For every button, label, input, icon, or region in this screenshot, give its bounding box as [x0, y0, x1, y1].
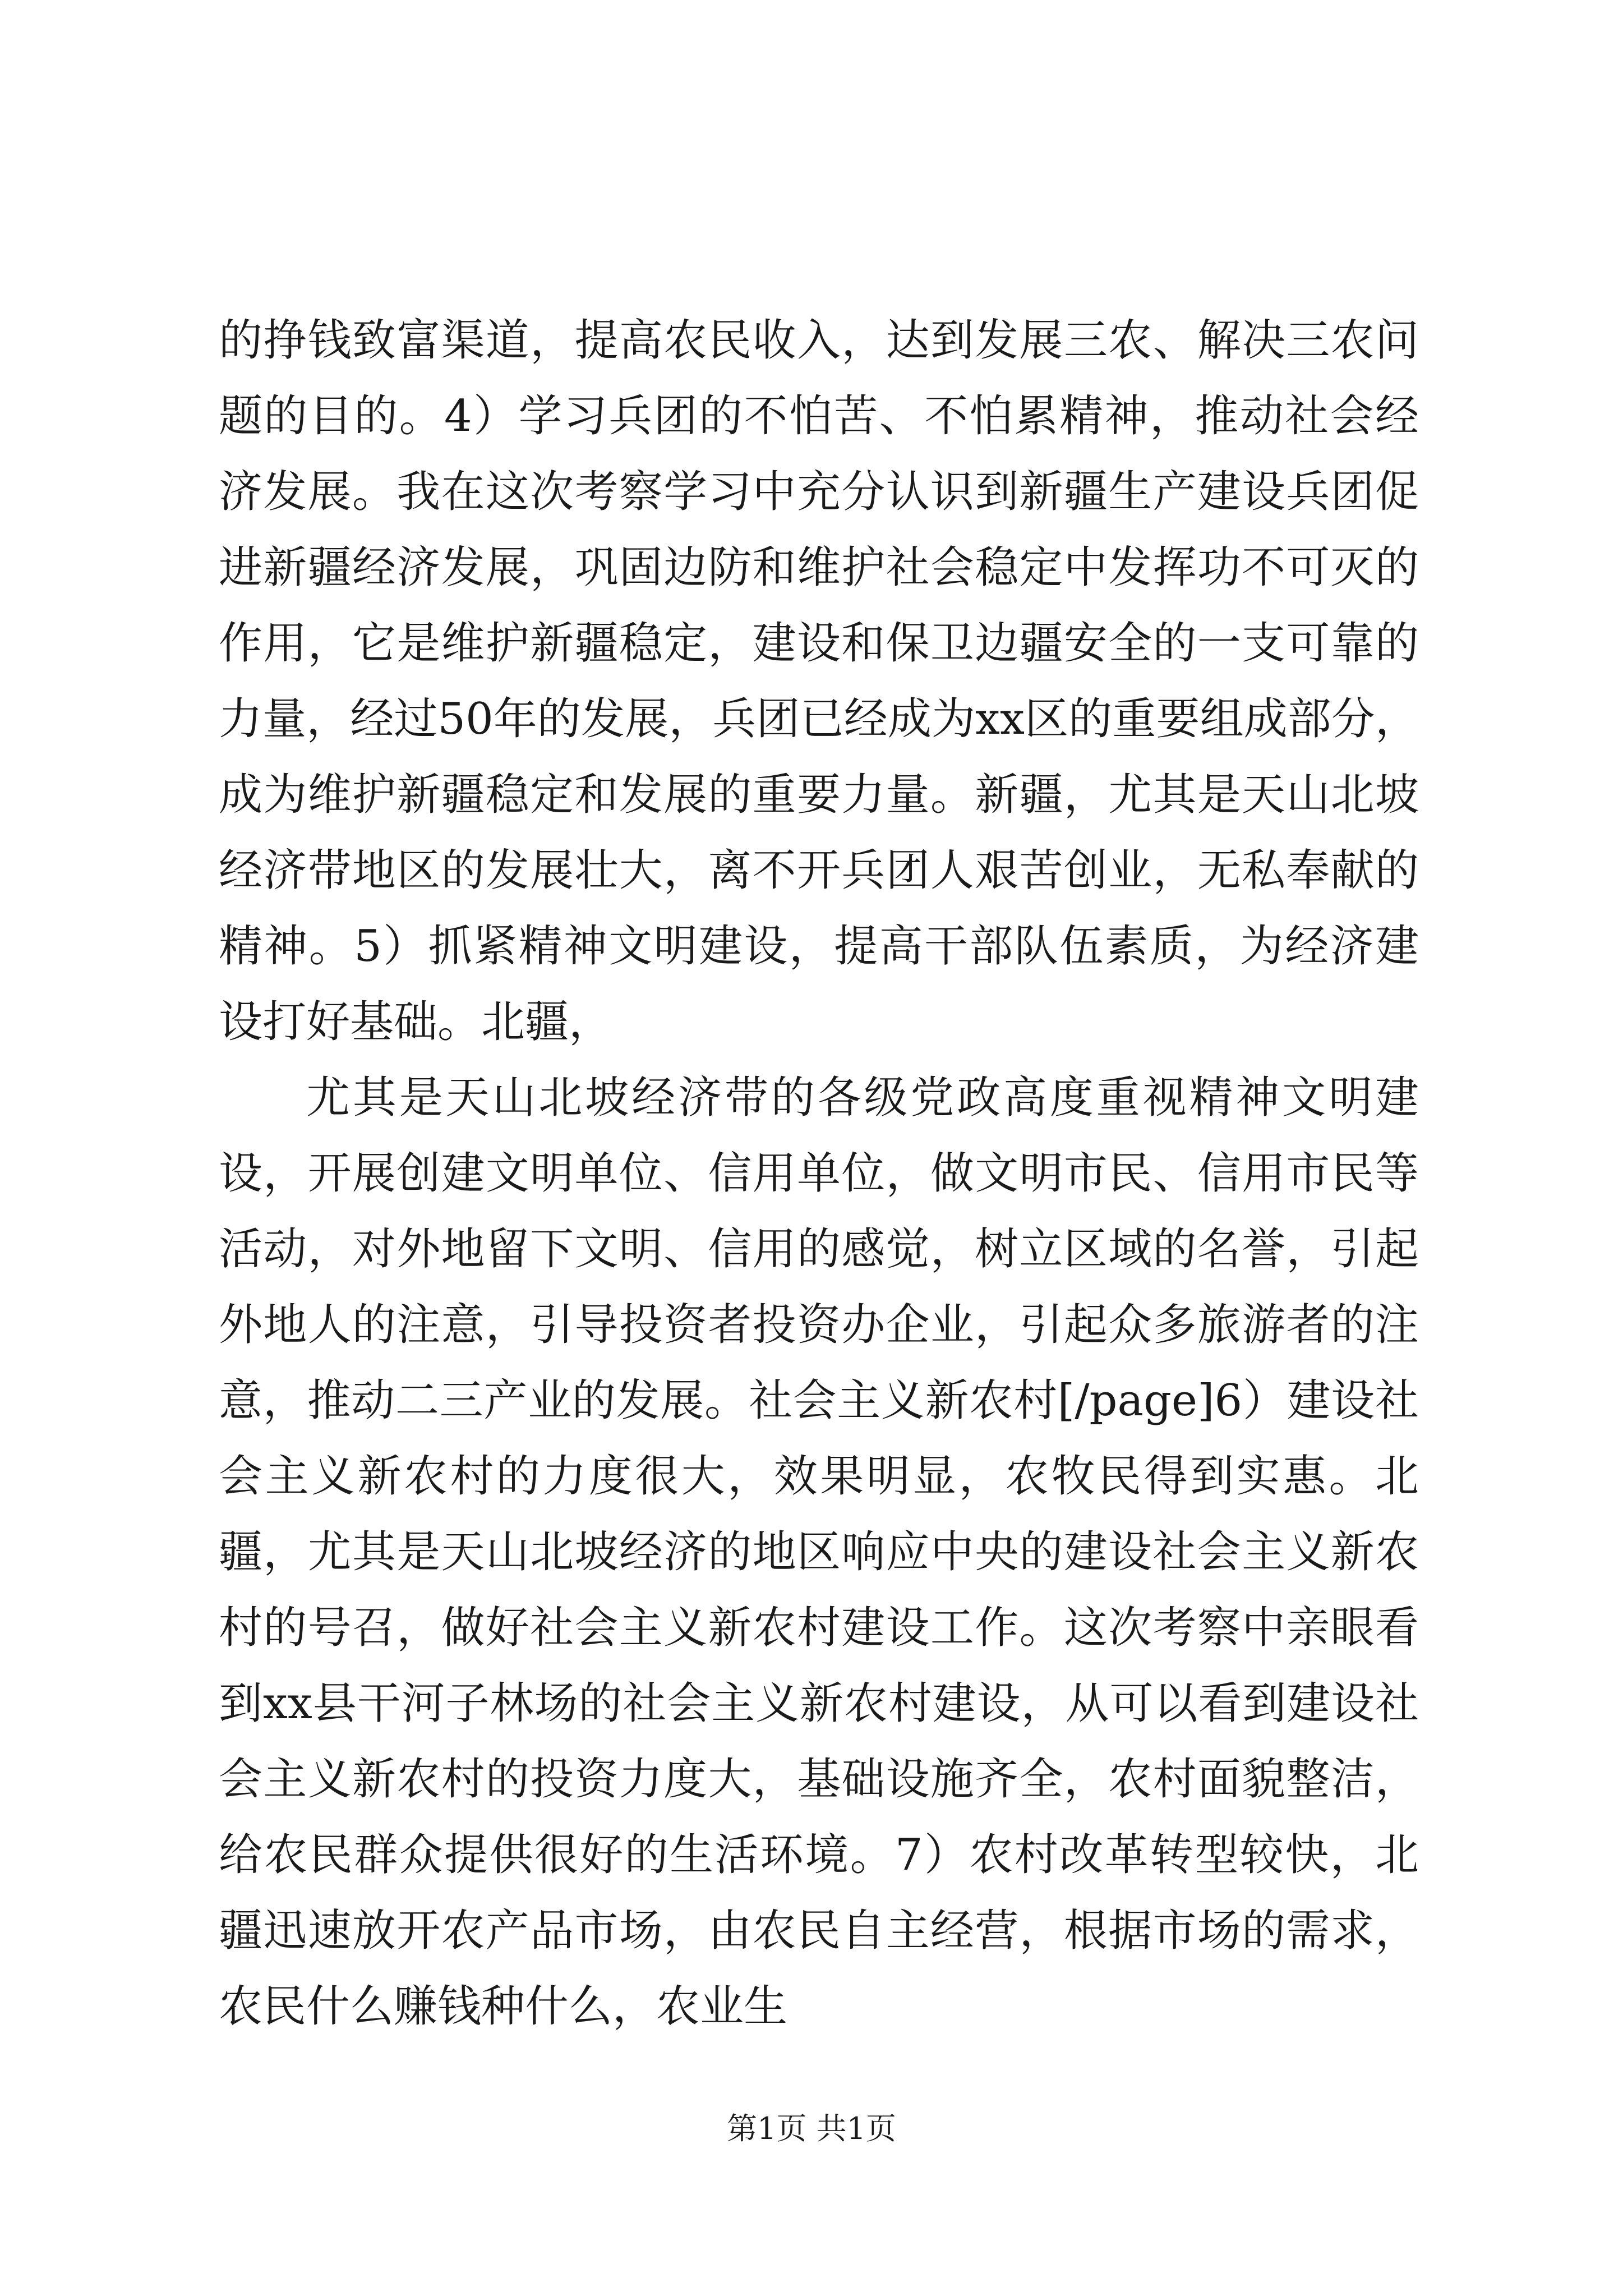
document-body	[219, 303, 1419, 2045]
page-footer: 第1页 共1页	[727, 2111, 896, 2146]
paragraph-1: 的挣钱致富渠道，提高农民收入，达到发展三农、解决三农问题的目的。4）学习兵团的不怕苦、不怕累精神，推动社会经济发展。我在这次考察学习中充分认识到新疆生产建设兵团促进新疆经济发展，巩固边防和维护社会稳定中发挥功不可灭的作用，它是维护新疆稳定，建设和保卫边疆安全的一支可靠的力量，经过50年的发展，兵团已经成为xx区的重要组成部分，成为维护新疆稳定和发展的重要力量。新疆，尤其是天山北坡经济带地区的发展壮大，离不开兵团人艰苦创业，无私奉献的精神。5）抓紧精神文明建设，提高干部队伍素质，为经济建设打好基础。北疆，	[219, 315, 1419, 1047]
paragraph-2: 尤其是天山北坡经济带的各级党政高度重视精神文明建设，开展创建文明单位、信用单位，做文明市民、信用市民等活动，对外地留下文明、信用的感觉，树立区域的名誉，引起外地人的注意，引导投资者投资办企业，引起众多旅游者的注意，推动二三产业的发展。社会主义新农村[/page]6）建设社会主义新农村的力度很大，效果明显，农牧民得到实惠。北疆，尤其是天山北坡经济的地区响应中央的建设社会主义新农村的号召，做好社会主义新农村建设工作。这次考察中亲眼看到xx县干河子林场的社会主义新农村建设，从可以看到建设社会主义新农村的投资力度大，基础设施齐全，农村面貌整洁，给农民群众提供很好的生活环境。7）农村改革转型较快，北疆迅速放开农产品市场，由农民自主经营，根据市场的需求，农民什么赚钱种什么，农业生	[219, 1073, 1419, 2032]
